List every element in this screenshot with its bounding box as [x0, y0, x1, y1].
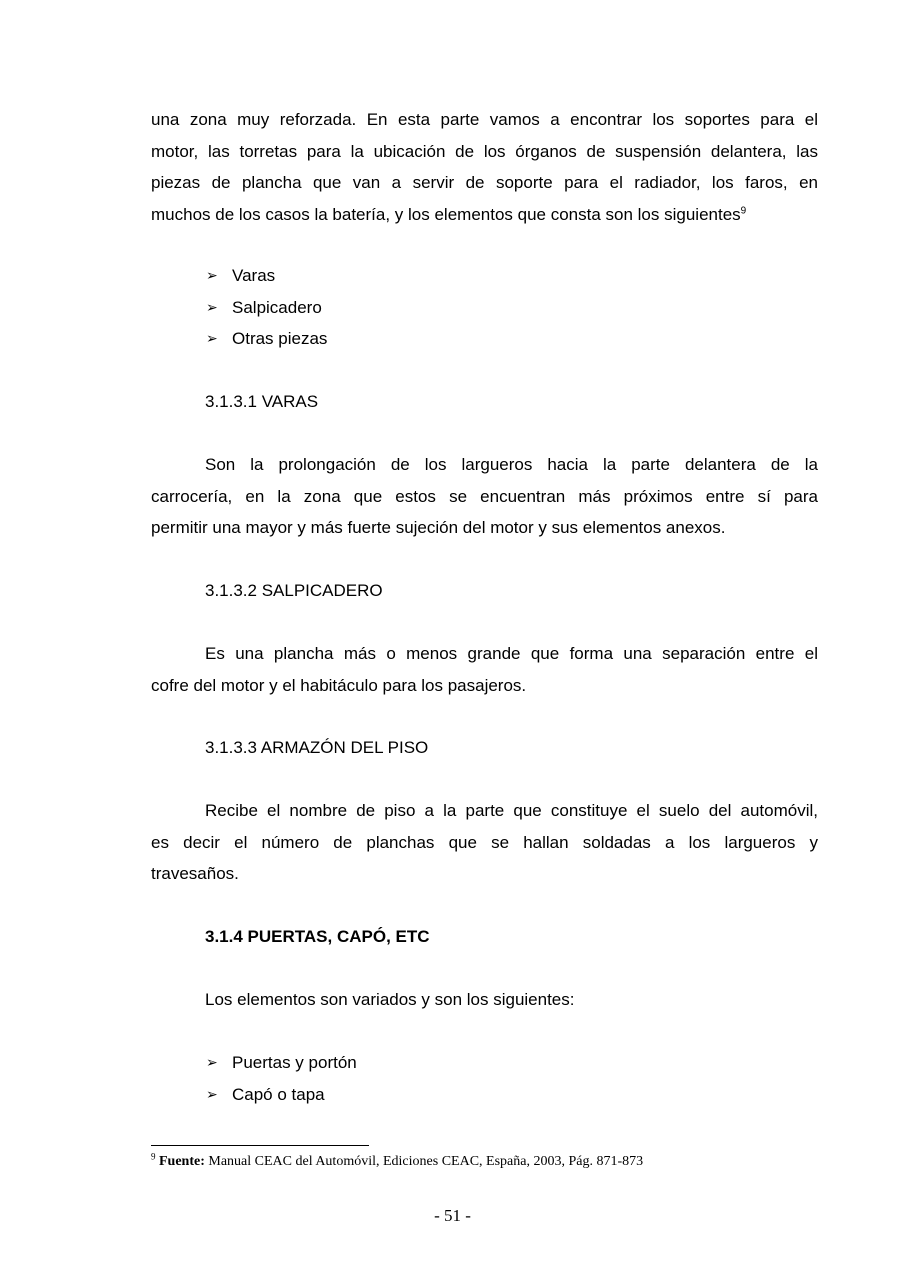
- footnote-label: Fuente:: [159, 1154, 205, 1169]
- list-item-label: Salpicadero: [232, 297, 322, 317]
- paragraph-line: carrocería, en la zona que estos se encuentran más próximos entre sí para: [151, 486, 818, 506]
- section-heading-armazon: 3.1.3.3 ARMAZÓN DEL PISO: [205, 738, 429, 757]
- arrow-bullet-icon: ➢: [206, 1085, 218, 1102]
- paragraph-line: motor, las torretas para la ubicación de los órganos de suspensión delantera, las: [151, 141, 818, 161]
- paragraph-line-text: muchos de los casos la batería, y los elementos que consta son los siguientes: [151, 204, 741, 224]
- arrow-bullet-icon: ➢: [206, 298, 218, 315]
- intro-paragraph: [151, 104, 818, 230]
- paragraph-line: Recibe el nombre de piso a la parte que constituye el suelo del automóvil,: [205, 801, 818, 820]
- paragraph-line: una zona muy reforzada. En esta parte vamos a encontrar los soportes para el: [151, 110, 818, 129]
- paragraph-line: cofre del motor y el habitáculo para los pasajeros.: [151, 675, 527, 695]
- list-item: [206, 323, 327, 355]
- paragraph-line: Es una plancha más o menos grande que forma una separación entre el: [205, 644, 818, 663]
- footnote-text: Manual CEAC del Automóvil, Ediciones CEAC, España, 2003, Pág. 871-873: [204, 1154, 644, 1169]
- footnote-reference[interactable]: 9: [740, 204, 747, 216]
- varas-paragraph: [151, 449, 818, 544]
- footnote: [151, 1151, 644, 1170]
- doors-list: [206, 1047, 357, 1110]
- list-item-label: Puertas y portón: [232, 1053, 357, 1072]
- paragraph-line: es decir el número de planchas que se hallan soldadas a los largueros y: [151, 832, 818, 852]
- paragraph-line: Son la prolongación de los largueros hacia la parte delantera de la: [205, 455, 818, 474]
- components-list: [206, 260, 327, 355]
- page-number: - 51 -: [434, 1206, 471, 1225]
- list-item: [206, 292, 327, 324]
- paragraph-line: permitir una mayor y más fuerte sujeción del motor y sus elementos anexos.: [151, 518, 726, 537]
- list-item: [206, 1079, 357, 1111]
- arrow-bullet-icon: ➢: [206, 330, 218, 346]
- list-item: [206, 1047, 357, 1079]
- arrow-bullet-icon: ➢: [206, 1054, 218, 1070]
- section-heading-salpicadero: 3.1.3.2 SALPICADERO: [205, 581, 383, 600]
- footnote-number: 9: [151, 1151, 156, 1162]
- list-item-label: Otras piezas: [232, 329, 328, 348]
- arrow-bullet-icon: ➢: [206, 267, 218, 283]
- list-item-label: Varas: [232, 266, 276, 285]
- puertas-intro: Los elementos son variados y son los siguientes:: [205, 990, 575, 1009]
- paragraph-line: [151, 199, 818, 231]
- paragraph-line: piezas de plancha que van a servir de soporte para el radiador, los faros, en: [151, 173, 818, 192]
- section-heading-varas: 3.1.3.1 VARAS: [205, 392, 319, 411]
- section-heading-puertas: 3.1.4 PUERTAS, CAPÓ, ETC: [205, 927, 430, 946]
- salpicadero-paragraph: [151, 638, 818, 701]
- list-item: [206, 260, 327, 292]
- paragraph-line: travesaños.: [151, 864, 239, 883]
- list-item-label: Capó o tapa: [232, 1084, 325, 1104]
- footnote-separator: [151, 1145, 369, 1146]
- armazon-paragraph: [151, 795, 818, 890]
